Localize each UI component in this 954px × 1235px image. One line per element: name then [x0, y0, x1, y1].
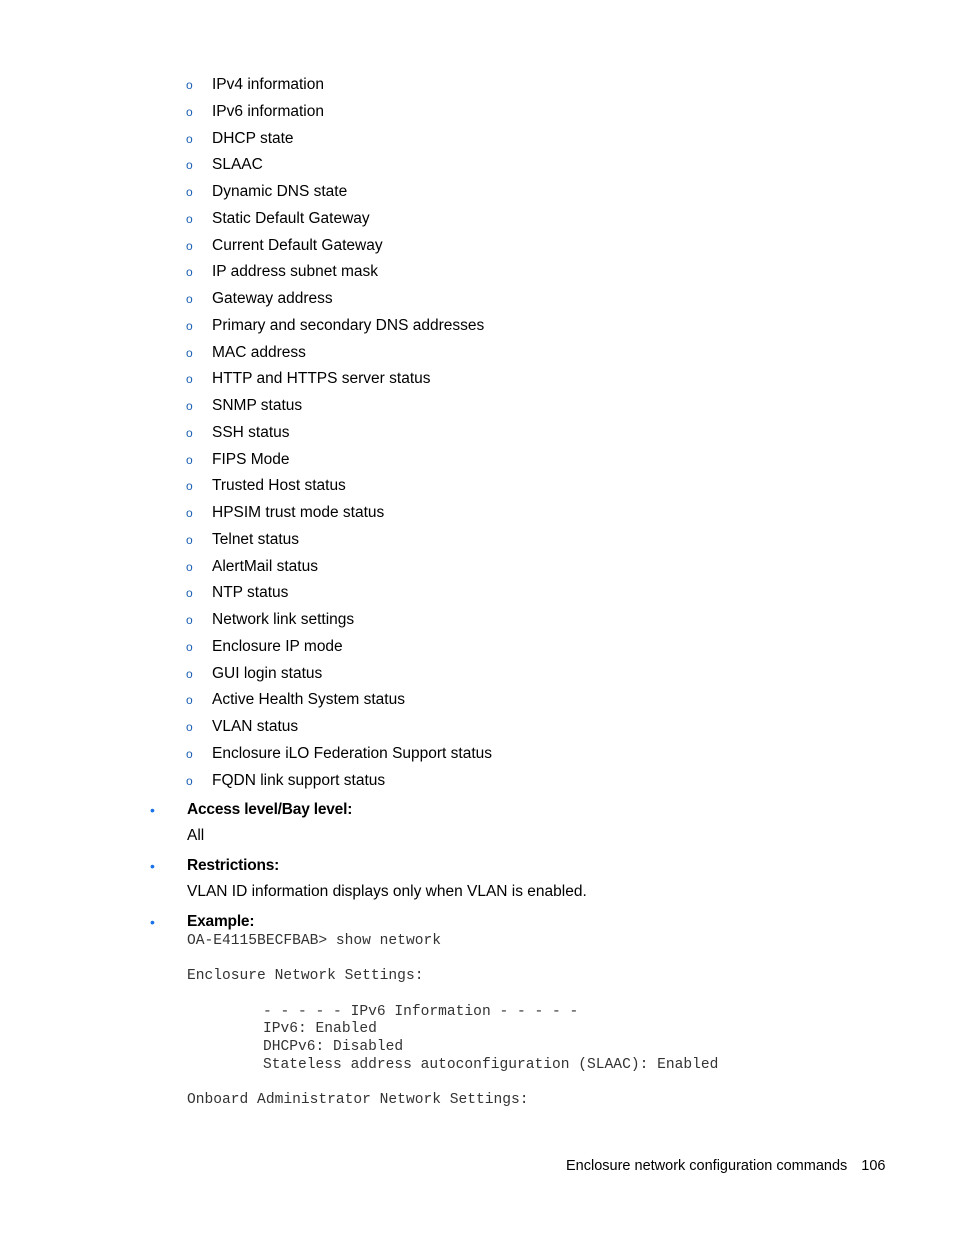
- list-item: [186, 420, 492, 447]
- list-item: [186, 607, 492, 634]
- circle-bullet-icon: o: [186, 211, 193, 226]
- list-item: [186, 687, 492, 714]
- circle-bullet-icon: o: [186, 158, 193, 173]
- list-item-label: Telnet status: [212, 530, 300, 548]
- code-command: OA-E4115BECFBAB> show network: [187, 933, 441, 949]
- circle-bullet-icon: o: [186, 746, 193, 761]
- list-item: [186, 126, 492, 153]
- list-item: [186, 72, 492, 99]
- list-item: [186, 233, 492, 260]
- list-item-label: Static Default Gateway: [212, 209, 370, 227]
- circle-bullet-icon: o: [186, 131, 193, 146]
- circle-bullet-icon: o: [186, 720, 193, 734]
- list-item-label: Enclosure iLO Federation Support status: [212, 744, 493, 762]
- code-slaac-line: Stateless address autoconfiguration (SLAAC): Enabled: [263, 1057, 719, 1073]
- list-item: [186, 473, 492, 500]
- list-item: [186, 179, 492, 206]
- list-item: [186, 286, 492, 313]
- example-label: Example:: [187, 913, 255, 930]
- list-item: [186, 554, 492, 581]
- list-item: [186, 768, 492, 795]
- list-item-label: Gateway address: [212, 290, 333, 307]
- list-item-label: IPv4 information: [212, 76, 324, 93]
- list-item-label: NTP status: [212, 584, 289, 602]
- code-ipv6-line: IPv6: Enabled: [263, 1021, 377, 1037]
- circle-bullet-icon: o: [186, 265, 193, 280]
- circle-bullet-icon: o: [186, 318, 193, 333]
- list-item: [186, 393, 492, 420]
- list-item-label: SLAAC: [212, 156, 263, 174]
- list-item-label: Current Default Gateway: [212, 236, 383, 254]
- list-item-label: Primary and secondary DNS addresses: [212, 316, 485, 334]
- list-item: [186, 580, 492, 607]
- restrictions-label: Restrictions:: [187, 857, 280, 874]
- circle-bullet-icon: o: [186, 559, 193, 574]
- access-level-value: All: [187, 827, 205, 844]
- list-item-label: HPSIM trust mode status: [212, 504, 385, 521]
- list-item: [186, 152, 492, 179]
- circle-bullet-icon: o: [186, 613, 193, 627]
- list-item: [186, 99, 492, 126]
- footer-section-title: Enclosure network configuration commands: [566, 1158, 848, 1174]
- list-item-label: VLAN status: [212, 718, 299, 735]
- list-item: [186, 447, 492, 474]
- circle-bullet-icon: o: [186, 372, 193, 387]
- list-item: [186, 206, 492, 233]
- list-item-label: Network link settings: [212, 611, 355, 628]
- circle-bullet-icon: o: [186, 185, 193, 199]
- list-item: [186, 313, 492, 340]
- list-item: [186, 259, 492, 286]
- code-dhcpv6-line: DHCPv6: Disabled: [263, 1039, 404, 1055]
- list-item: [186, 741, 492, 768]
- access-level-label: Access level/Bay level:: [187, 801, 353, 818]
- circle-bullet-icon: o: [186, 452, 193, 467]
- network-info-sublist: [186, 72, 492, 794]
- page-footer: [566, 1158, 885, 1174]
- list-item-label: IP address subnet mask: [212, 263, 378, 281]
- list-item-label: MAC address: [212, 343, 306, 361]
- circle-bullet-icon: o: [186, 238, 193, 253]
- circle-bullet-icon: o: [186, 479, 193, 494]
- code-heading-oa: Onboard Administrator Network Settings:: [187, 1092, 529, 1108]
- circle-bullet-icon: o: [186, 532, 193, 547]
- list-item: [186, 366, 492, 393]
- circle-bullet-icon: o: [186, 586, 193, 601]
- list-item: [186, 714, 492, 741]
- code-ipv6-header: - - - - - IPv6 Information - - - - -: [263, 1004, 579, 1020]
- restrictions-value: VLAN ID information displays only when VLAN is enabled.: [187, 883, 587, 900]
- bullet-icon: •: [150, 914, 155, 930]
- circle-bullet-icon: o: [186, 773, 193, 788]
- list-item: [186, 340, 492, 367]
- list-item-label: SNMP status: [212, 397, 303, 414]
- list-item: [186, 527, 492, 554]
- list-item-label: FIPS Mode: [212, 450, 290, 468]
- list-item-label: Dynamic DNS state: [212, 183, 348, 200]
- circle-bullet-icon: o: [186, 292, 193, 306]
- circle-bullet-icon: o: [186, 104, 193, 119]
- list-item: [186, 500, 492, 527]
- list-item-label: IPv6 information: [212, 102, 324, 120]
- page-number: 106: [861, 1158, 886, 1174]
- circle-bullet-icon: o: [186, 425, 193, 440]
- list-item-label: FQDN link support status: [212, 771, 386, 789]
- list-item-label: Active Health System status: [212, 691, 405, 709]
- circle-bullet-icon: o: [186, 506, 193, 520]
- list-item-label: HTTP and HTTPS server status: [212, 370, 431, 388]
- bullet-icon: •: [150, 802, 155, 818]
- circle-bullet-icon: o: [186, 666, 193, 681]
- list-item-label: DHCP state: [212, 129, 294, 147]
- circle-bullet-icon: o: [186, 399, 193, 413]
- bullet-icon: •: [150, 858, 155, 874]
- list-item-label: AlertMail status: [212, 557, 318, 575]
- list-item-label: Trusted Host status: [212, 477, 346, 495]
- circle-bullet-icon: o: [186, 693, 193, 708]
- list-item: [186, 634, 492, 661]
- list-item-label: GUI login status: [212, 664, 323, 682]
- circle-bullet-icon: o: [186, 78, 193, 92]
- list-item-label: SSH status: [212, 423, 290, 441]
- list-item: [186, 661, 492, 688]
- circle-bullet-icon: o: [186, 345, 193, 360]
- list-item-label: Enclosure IP mode: [212, 637, 343, 655]
- code-heading-enclosure: Enclosure Network Settings:: [187, 968, 424, 984]
- circle-bullet-icon: o: [186, 639, 193, 654]
